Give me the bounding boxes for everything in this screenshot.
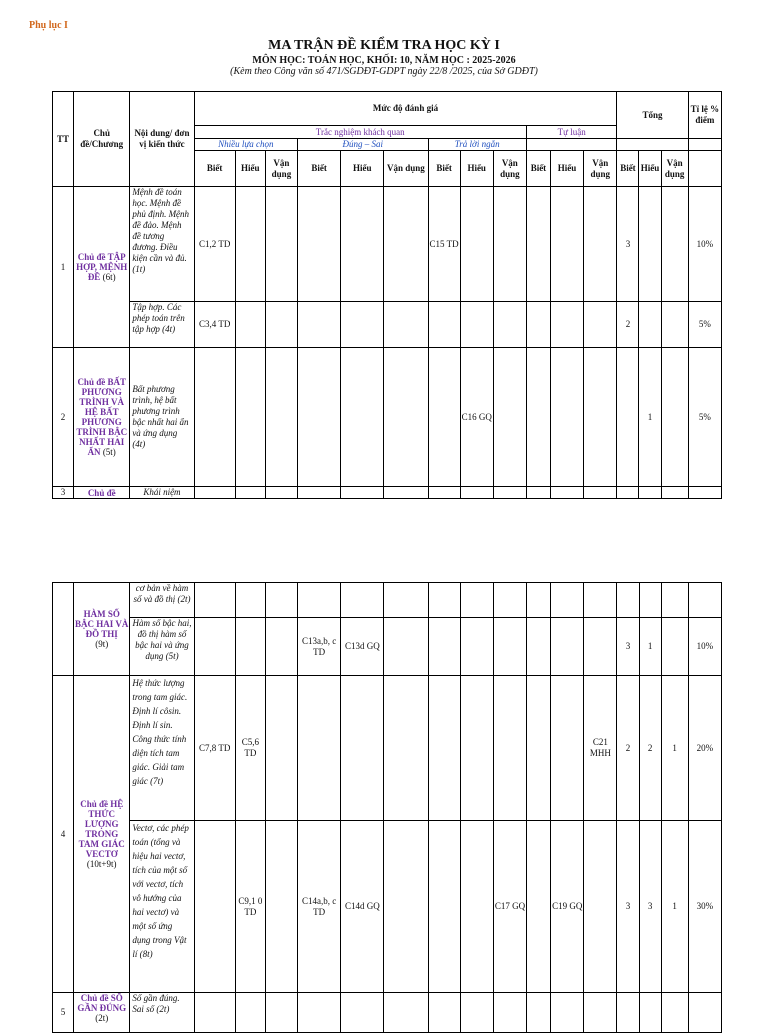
sub-understand: Hiểu [460, 151, 493, 187]
header-essay-blank [526, 139, 617, 151]
document-note: (Kèm theo Công văn số 471/SGDĐT-GDPT ngày 22/8 /2025, của Sở GDĐT) [230, 66, 538, 77]
ratio-cell: 5% [688, 348, 721, 487]
header-total: Tổng [617, 92, 688, 139]
topic-period: (6t) [102, 272, 116, 282]
sub-know: Biết [298, 151, 341, 187]
content-cell: Vectơ, các phép toán (tổng và hiệu hai vectơ, tích của một số với vectơ, tích vô hướng của hai vectơ) và một số ứng dụng trong Vật lí (8t) [130, 821, 194, 993]
short-understand: C16 GQ [460, 348, 493, 487]
header-true-false: Đúng – Sai [298, 139, 429, 151]
content-cell: Hệ thức lượng trong tam giác. Định lí côsin. Định lí sin. Công thức tính diện tích tam giác. Giải tam giác (7t) [130, 676, 194, 821]
sub-apply: Vận dụng [493, 151, 526, 187]
topic-cell [74, 348, 130, 487]
tf-know: C14a,b, c TD [298, 821, 341, 993]
total-apply: 1 [661, 676, 688, 821]
sub-apply: Vận dụng [584, 151, 617, 187]
sub-apply: Vận dụng [384, 151, 428, 187]
topic-period: (10t+9t) [86, 859, 117, 869]
sub-apply: Vận dụng [661, 151, 688, 187]
topic-name: Chủ đề HỆ THỨC LƯỢNG TRONG TAM GIÁC VECTƠ [78, 799, 125, 859]
sub-understand: Hiểu [550, 151, 583, 187]
ratio-cell: 5% [688, 302, 721, 348]
header-multiple-choice: Nhiều lựa chọn [194, 139, 297, 151]
sub-apply: Vận dụng [265, 151, 297, 187]
topic-name: Chủ đề [74, 487, 130, 499]
topic-cell [74, 676, 130, 993]
header-level: Mức độ đánh giá [194, 92, 617, 126]
mc-understand: C5,6 TD [235, 676, 265, 821]
header-ratio: Tỉ lệ % điểm [688, 92, 721, 139]
total-understand: 2 [639, 676, 661, 821]
header-content: Nội dung/ đơn vị kiến thức [130, 92, 194, 187]
header-short-answer: Trả lời ngắn [428, 139, 526, 151]
content-cell: cơ bản về hàm số và đồ thị (2t) [130, 583, 194, 618]
total-understand: 1 [639, 348, 661, 487]
appendix-label: Phụ lục I [29, 20, 68, 31]
sub-ratio-blank [688, 151, 721, 187]
topic-period: (5t) [102, 447, 116, 457]
document-title: MA TRẬN ĐỀ KIỂM TRA HỌC KỲ I [268, 38, 500, 53]
topic-name: Chủ đề TẬP HỢP, MỆNH ĐỀ [76, 252, 128, 282]
ratio-cell: 20% [688, 676, 721, 821]
total-understand: 3 [639, 821, 661, 993]
sub-know: Biết [526, 151, 550, 187]
topic-cell [74, 187, 130, 348]
sub-understand: Hiểu [235, 151, 265, 187]
sub-know: Biết [428, 151, 460, 187]
sub-understand: Hiểu [639, 151, 661, 187]
mc-know: C7,8 TD [194, 676, 235, 821]
topic-period: (2t) [95, 1013, 109, 1023]
total-know: 2 [617, 676, 639, 821]
essay-understand: C19 GQ [551, 821, 584, 993]
content-cell: Mệnh đề toán học. Mệnh đề phủ định. Mệnh đề đảo. Mệnh đề tương đương. Điều kiện cần và đủ. (1t) [130, 187, 194, 302]
total-know: 3 [617, 618, 639, 676]
row-tt: 4 [53, 676, 74, 993]
mc-understand: C9,1 0 TD [235, 821, 265, 993]
topic-cell [74, 993, 130, 1033]
matrix-table-page-1 [52, 91, 722, 499]
tf-know: C13a,b, c TD [298, 618, 341, 676]
topic-cell [74, 583, 130, 676]
content-cell: Khái niệm [130, 487, 194, 499]
ratio-cell: 10% [688, 187, 721, 302]
topic-name: Chủ đề BẤT PHƯƠNG TRÌNH VÀ HỆ BẤT PHƯƠNG TRÌNH BẬC NHẤT HAI ẨN [76, 377, 128, 457]
ratio-cell: 10% [688, 618, 721, 676]
short-know: C15 TD [428, 187, 460, 302]
header-essay: Tự luận [526, 126, 617, 139]
topic-name: Chủ đề SỐ GẦN ĐÚNG [77, 993, 127, 1013]
row-tt: 2 [53, 348, 74, 487]
sub-understand: Hiểu [341, 151, 384, 187]
total-know: 2 [617, 302, 639, 348]
content-cell: Hàm số bậc hai, đồ thị hàm số bậc hai và ứng dụng (5t) [130, 618, 194, 676]
mc-know: C3,4 TD [194, 302, 235, 348]
topic-name: HÀM SỐ BẬC HAI VÀ ĐỒ THỊ [75, 609, 129, 639]
header-objective: Trắc nghiệm khách quan [194, 126, 526, 139]
header-total-blank [617, 139, 688, 151]
content-cell: Tập hợp. Các phép toán trên tập hợp (4t) [130, 302, 194, 348]
header-tt: TT [53, 92, 74, 187]
mc-know: C1,2 TD [194, 187, 235, 302]
header-chapter: Chủ đề/Chương [74, 92, 130, 187]
topic-period: (9t) [95, 639, 109, 649]
total-understand: 1 [639, 618, 661, 676]
row-tt: 1 [53, 187, 74, 348]
sub-know: Biết [617, 151, 639, 187]
sub-know: Biết [194, 151, 235, 187]
content-cell: Số gần đúng. Sai số (2t) [130, 993, 194, 1033]
matrix-table-page-2 [52, 582, 722, 1033]
total-apply: 1 [661, 821, 688, 993]
ratio-cell: 30% [688, 821, 721, 993]
row-tt: 3 [53, 487, 74, 499]
essay-apply: C21 MHH [584, 676, 617, 821]
row-tt-continued [53, 583, 74, 676]
total-know: 3 [617, 821, 639, 993]
header-ratio-blank [688, 139, 721, 151]
tf-understand: C14d GQ [341, 821, 384, 993]
tf-understand: C13d GQ [341, 618, 384, 676]
row-tt: 5 [53, 993, 74, 1033]
content-cell: Bất phương trình, hệ bất phương trình bậc nhất hai ẩn và ứng dụng (4t) [130, 348, 194, 487]
document-subtitle: MÔN HỌC: TOÁN HỌC, KHỐI: 10, NĂM HỌC : 2025-2026 [252, 55, 516, 66]
total-know: 3 [617, 187, 639, 302]
short-apply: C17 GQ [493, 821, 526, 993]
